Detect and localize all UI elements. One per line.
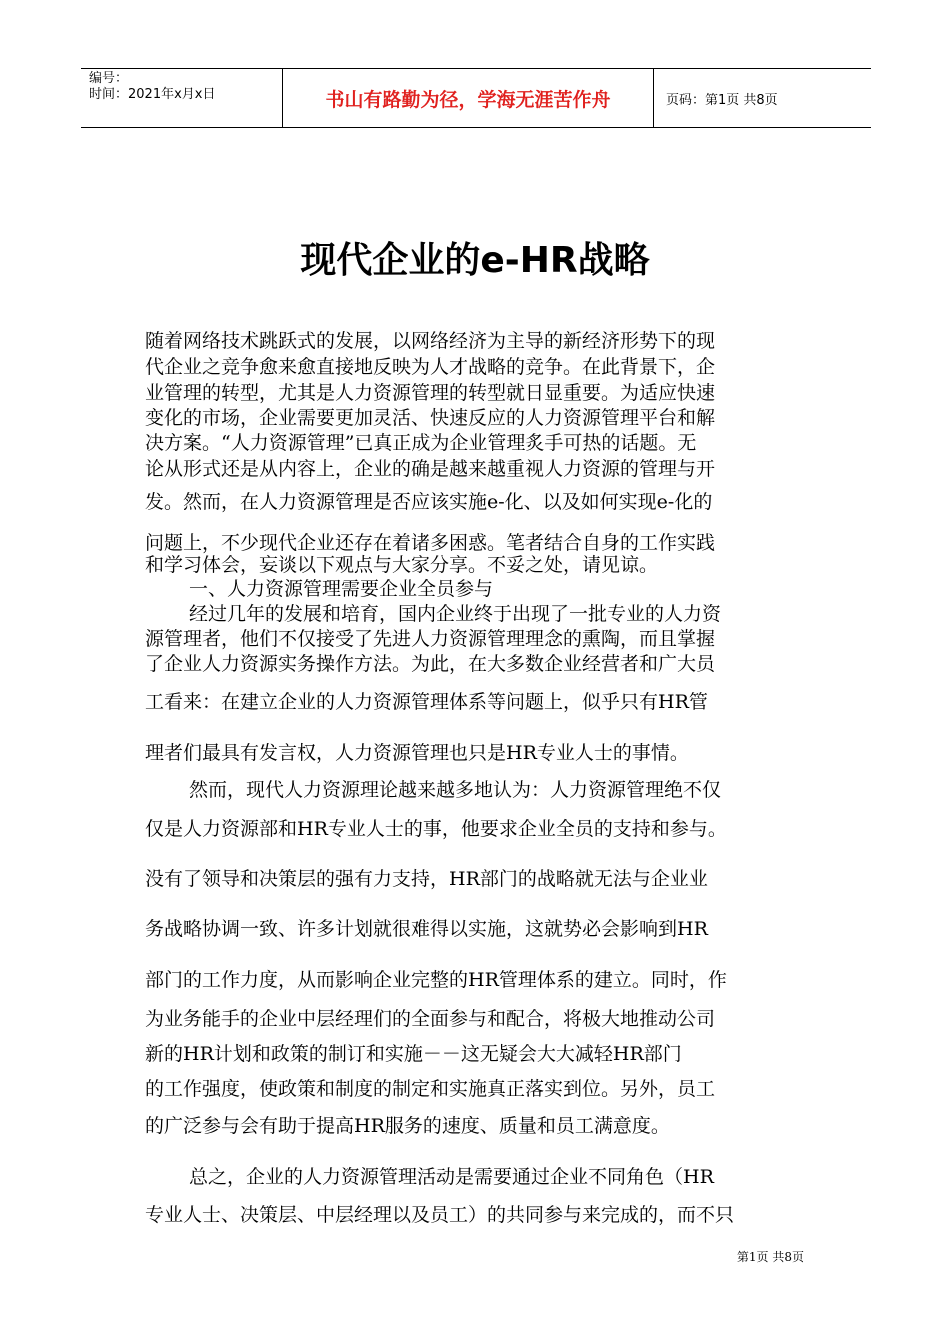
text-line: 仅是人力资源部和HR专业人士的事，他要求企业全员的支持和参与。 (145, 818, 727, 840)
text-line: 和学习体会，妄谈以下观点与大家分享。不妥之处，请见谅。 (145, 554, 659, 576)
time-label: 时间：2021年x月x日 (89, 87, 216, 102)
text-line: 的工作强度，使政策和制度的制定和实施真正落实到位。另外，员工 (145, 1078, 716, 1100)
text-line: 问题上，不少现代企业还存在着诸多困惑。笔者结合自身的工作实践 (145, 532, 716, 554)
section-heading: 一、人力资源管理需要企业全员参与 (189, 578, 494, 600)
text-line: 代企业之竞争愈来愈直接地反映为人才战略的竞争。在此背景下，企 (145, 356, 716, 378)
header-page-label: 页码：第1页 共8页 (666, 92, 778, 108)
text-line: 理者们最具有发言权，人力资源管理也只是HR专业人士的事情。 (145, 742, 689, 764)
page-header (81, 68, 871, 128)
text-line: 然而，现代人力资源理论越来越多地认为：人力资源管理绝不仅 (189, 779, 722, 801)
page-footer: 第1页 共8页 (736, 1250, 804, 1264)
header-meta (81, 69, 282, 127)
code-label: 编号： (89, 71, 129, 86)
text-line: 为业务能手的企业中层经理们的全面参与和配合，将极大地推动公司 (145, 1008, 716, 1030)
text-line: 务战略协调一致、许多计划就很难得以实施，这就势必会影响到HR (145, 918, 708, 940)
text-line: 部门的工作力度，从而影响企业完整的HR管理体系的建立。同时，作 (145, 969, 727, 991)
text-line: 专业人士、决策层、中层经理以及员工）的共同参与来完成的，而不只 (145, 1204, 735, 1226)
text-line: 源管理者，他们不仅接受了先进人力资源管理理念的熏陶，而且掌握 (145, 628, 716, 650)
text-line: 经过几年的发展和培育，国内企业终于出现了一批专业的人力资 (189, 603, 722, 625)
document-title: 现代企业的e-HR战略 (300, 240, 650, 281)
text-line: 业管理的转型，尤其是人力资源管理的转型就日显重要。为适应快速 (145, 382, 716, 404)
text-line: 决方案。“人力资源管理”已真正成为企业管理炙手可热的话题。无 (145, 432, 697, 454)
text-line: 随着网络技术跳跃式的发展，以网络经济为主导的新经济形势下的现 (145, 330, 716, 352)
text-line: 新的HR计划和政策的制订和实施－－这无疑会大大减轻HR部门 (145, 1043, 682, 1065)
text-line: 总之，企业的人力资源管理活动是需要通过企业不同角色（HR (189, 1166, 714, 1188)
header-motto: 书山有路勤为径，学海无涯苦作舟 (282, 69, 654, 127)
text-line: 了企业人力资源实务操作方法。为此，在大多数企业经营者和广大员 (145, 653, 716, 675)
text-line: 没有了领导和决策层的强有力支持，HR部门的战略就无法与企业业 (145, 868, 708, 890)
text-line: 工看来：在建立企业的人力资源管理体系等问题上，似乎只有HR管 (145, 691, 708, 713)
text-line: 论从形式还是从内容上，企业的确是越来越重视人力资源的管理与开 (145, 458, 716, 480)
text-line: 的广泛参与会有助于提高HR服务的速度、质量和员工满意度。 (145, 1115, 670, 1137)
text-line: 发。然而，在人力资源管理是否应该实施e-化、以及如何实现e-化的 (145, 491, 713, 513)
text-line: 变化的市场，企业需要更加灵活、快速反应的人力资源管理平台和解 (145, 407, 716, 429)
